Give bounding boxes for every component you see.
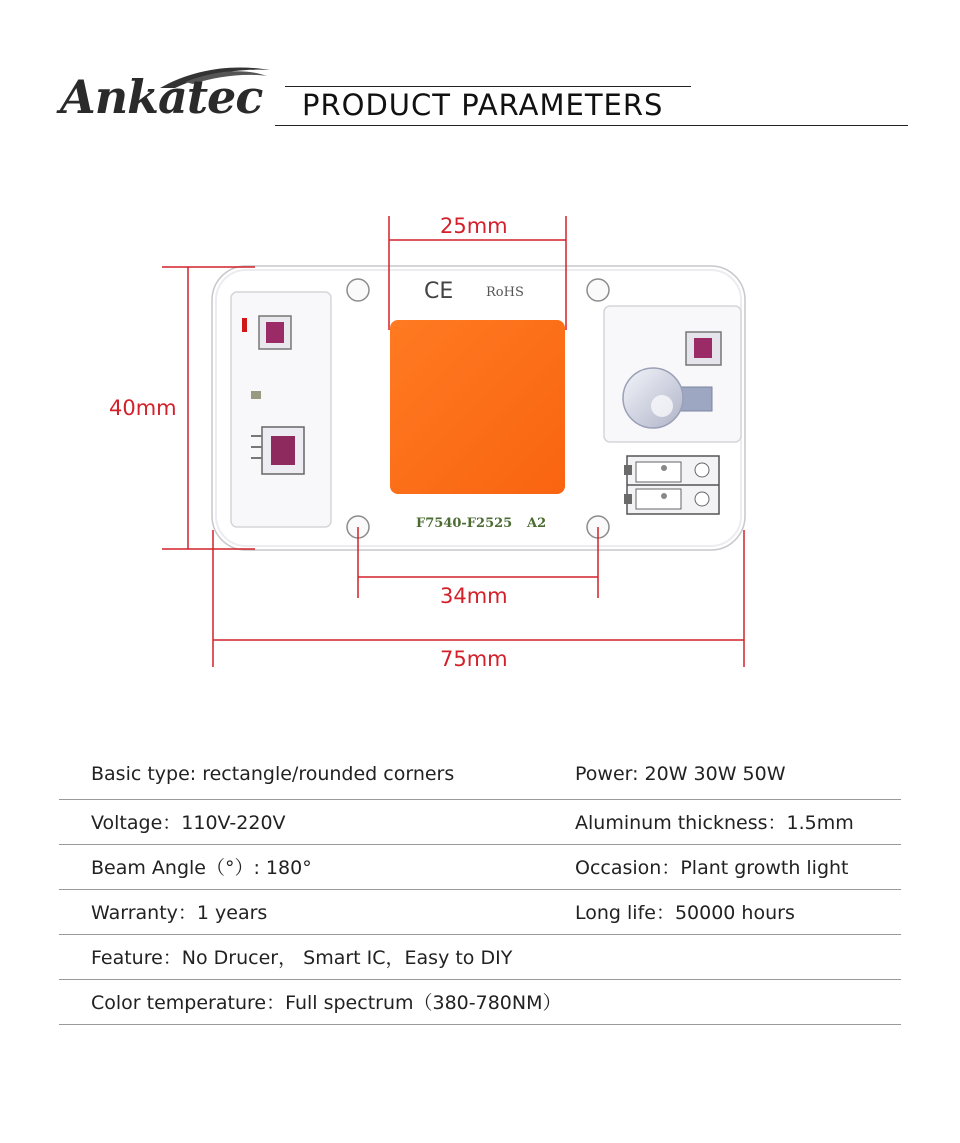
param-basic-type: Basic type: rectangle/rounded corners [91, 763, 455, 785]
revision-marking: A2 [527, 516, 547, 531]
param-long-life: Long life：50000 hours [575, 902, 795, 924]
dim-chip-width: 25mm [440, 214, 508, 238]
led-chip [390, 320, 565, 494]
param-aluminum-thickness: Aluminum thickness：1.5mm [575, 812, 854, 834]
param-voltage: Voltage：110V-220V [91, 812, 286, 834]
mount-hole-top-left [347, 279, 369, 301]
param-row [59, 935, 901, 980]
terminal-block [624, 456, 719, 514]
red-marker [242, 318, 247, 332]
param-row [59, 890, 901, 935]
parameter-table [59, 755, 901, 1025]
smd-resistor [251, 391, 261, 399]
page-title: PRODUCT PARAMETERS [302, 88, 664, 122]
param-power: Power: 20W 30W 50W [575, 763, 786, 785]
param-occasion: Occasion：Plant growth light [575, 857, 849, 879]
param-row [59, 980, 901, 1025]
dim-hole-spacing: 34mm [440, 584, 508, 608]
ce-mark: CE [424, 279, 454, 304]
brand-name: Ankatec [60, 70, 263, 124]
dim-total-width: 75mm [440, 647, 508, 671]
model-marking: F7540-F2525 [416, 516, 513, 531]
param-row [59, 845, 901, 890]
param-warranty: Warranty：1 years [91, 902, 268, 924]
param-feature: Feature：No Drucer， Smart IC，Easy to DIY [91, 947, 513, 969]
mount-hole-top-right [587, 279, 609, 301]
param-row [59, 755, 901, 800]
dim-height: 40mm [109, 396, 177, 420]
param-row [59, 800, 901, 845]
potentiometer-knob [623, 368, 683, 428]
param-beam-angle: Beam Angle（°）: 180° [91, 857, 312, 879]
param-color-temperature: Color temperature：Full spectrum（380-780NM） [91, 992, 562, 1014]
rohs-mark: RoHS [486, 285, 524, 300]
